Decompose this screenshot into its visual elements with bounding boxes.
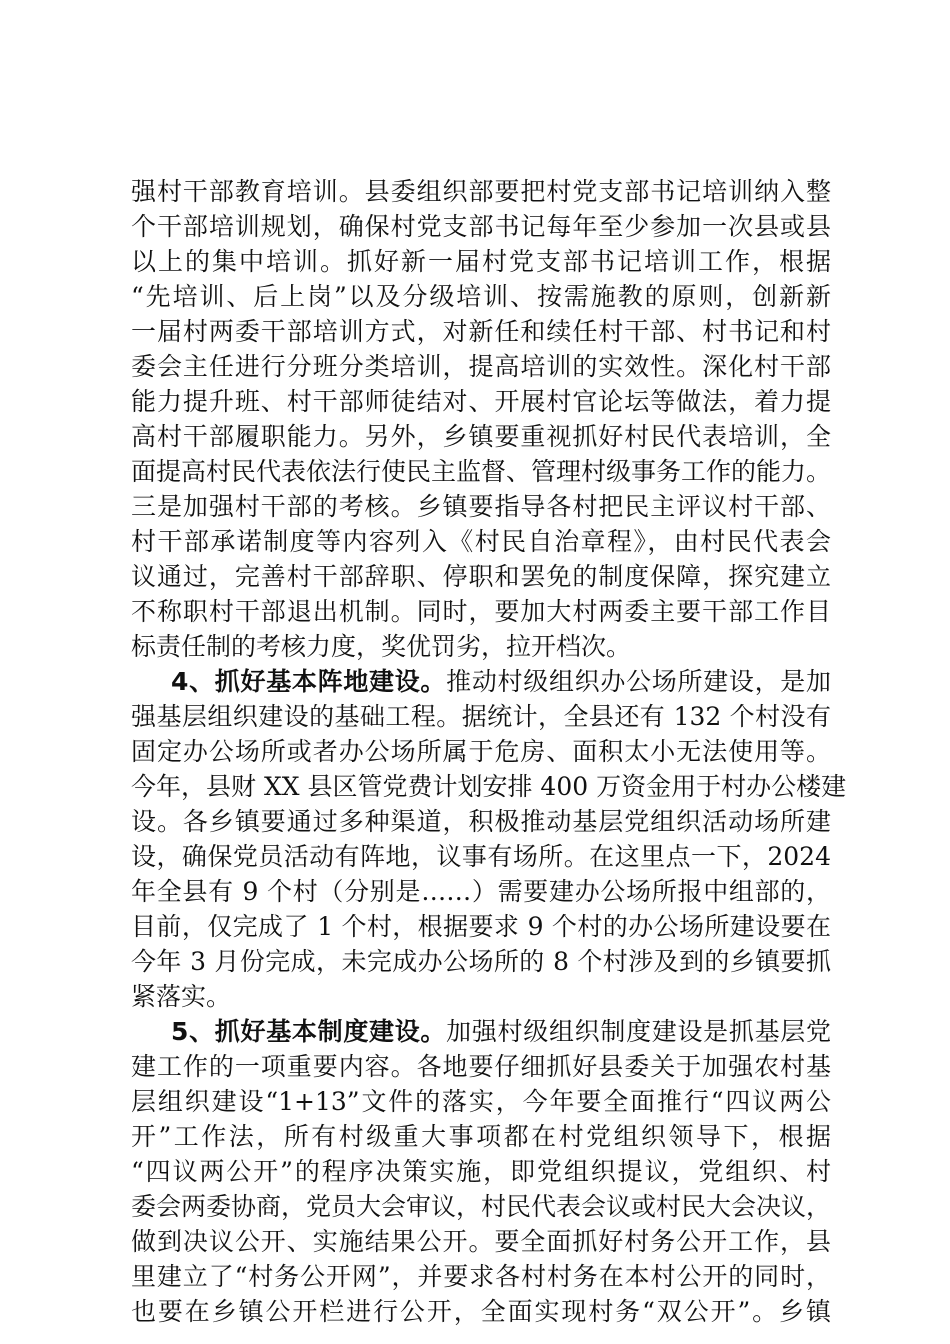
- body-line: 委会两委协商，党员大会审议，村民代表会议或村民大会决议，: [131, 1192, 832, 1221]
- body-line: 也要在乡镇公开栏进行公开，全面实现村务“双公开”。乡镇: [131, 1297, 831, 1326]
- body-line: 今年 3 月份完成，未完成办公场所的 8 个村涉及到的乡镇要抓: [131, 947, 831, 976]
- body-line: “四议两公开”的程序决策实施，即党组织提议，党组织、村: [131, 1157, 831, 1186]
- body-line: 目前，仅完成了 1 个村，根据要求 9 个村的办公场所建设要在: [131, 912, 831, 941]
- body-line: 设，确保党员活动有阵地，议事有场所。在这里点一下，2024: [131, 842, 831, 871]
- body-line: 委会主任进行分班分类培训，提高培训的实效性。深化村干部: [131, 352, 831, 381]
- body-line: 今年，县财 XX 县区管党费计划安排 400 万资金用于村办公楼建: [131, 772, 847, 801]
- section-heading: 4、抓好基本阵地建设。: [171, 667, 447, 696]
- body-line: “先培训、后上岗”以及分级培训、按需施教的原则，创新新: [131, 282, 831, 311]
- body-line: 年全县有 9 个村（分别是……）需要建办公场所报中组部的，: [131, 877, 831, 906]
- body-line: 议通过，完善村干部辞职、停职和罢免的制度保障，探究建立: [131, 562, 831, 591]
- body-line: 三是加强村干部的考核。乡镇要指导各村把民主评议村干部、: [131, 492, 831, 521]
- body-line: 不称职村干部退出机制。同时，要加大村两委主要干部工作目: [131, 597, 831, 626]
- body-line: 里建立了“村务公开网”，并要求各村村务在本村公开的同时，: [131, 1262, 831, 1291]
- section-heading-line: [131, 1014, 831, 1049]
- body-line: 面提高村民代表依法行使民主监督、管理村级事务工作的能力。: [131, 457, 832, 486]
- body-line: 能力提升班、村干部师徒结对、开展村官论坛等做法，着力提: [131, 387, 831, 416]
- body-text: 加强村级组织制度建设是抓基层党: [446, 1017, 831, 1046]
- body-line: 层组织建设“1+13”文件的落实，今年要全面推行“四议两公: [131, 1087, 831, 1116]
- body-line: 强基层组织建设的基础工程。据统计，全县还有 132 个村没有: [131, 702, 831, 731]
- section-heading: 5、抓好基本制度建设。: [171, 1017, 447, 1046]
- body-line: 固定办公场所或者办公场所属于危房、面积太小无法使用等。: [131, 737, 831, 766]
- body-line: 开”工作法，所有村级重大事项都在村党组织领导下，根据: [131, 1122, 831, 1151]
- body-line: 村干部承诺制度等内容列入《村民自治章程》，由村民代表会: [131, 527, 831, 556]
- body-line: 设。各乡镇要通过多种渠道，积极推动基层党组织活动场所建: [131, 807, 831, 836]
- section-heading-line: [131, 664, 831, 699]
- document-body: [131, 174, 847, 1329]
- body-line: 以上的集中培训。抓好新一届村党支部书记培训工作，根据: [131, 247, 831, 276]
- body-line: 做到决议公开、实施结果公开。要全面抓好村务公开工作，县: [131, 1227, 831, 1256]
- body-line: 一届村两委干部培训方式，对新任和续任村干部、村书记和村: [131, 317, 831, 346]
- body-line: 标责任制的考核力度，奖优罚劣，拉开档次。: [131, 632, 632, 661]
- body-text: 推动村级组织办公场所建设，是加: [446, 667, 831, 696]
- body-line: 个干部培训规划，确保村党支部书记每年至少参加一次县或县: [131, 212, 831, 241]
- body-line: 强村干部教育培训。县委组织部要把村党支部书记培训纳入整: [131, 177, 831, 206]
- body-line: 建工作的一项重要内容。各地要仔细抓好县委关于加强农村基: [131, 1052, 831, 1081]
- body-line: 高村干部履职能力。另外，乡镇要重视抓好村民代表培训，全: [131, 422, 831, 451]
- body-line: 紧落实。: [131, 982, 232, 1011]
